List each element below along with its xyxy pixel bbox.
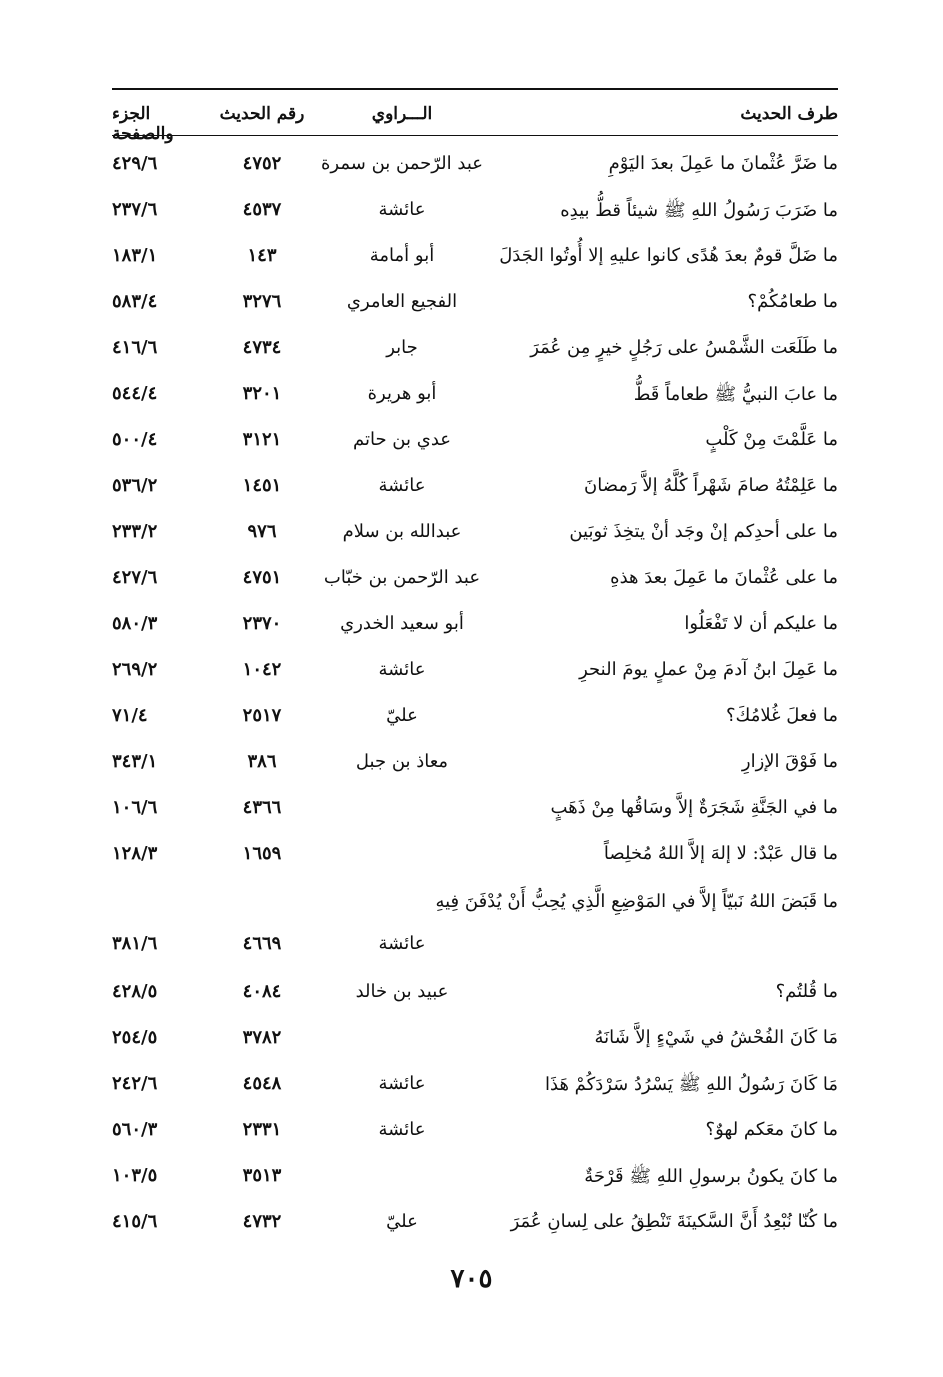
- narrator: عدي بن حاتم: [352, 429, 452, 450]
- header-narrator: الـــراوي: [371, 104, 433, 124]
- volume-page: ١٠٣/٥: [112, 1165, 158, 1186]
- volume-page: ٥٤٤/٤: [112, 383, 158, 404]
- hadith-number: ١٤٣: [247, 245, 277, 266]
- hadith-text: ما في الجَنَّةِ شَجَرَةٌ إلاَّ وسَاقُها مِنْ ذَهَبٍ: [550, 797, 838, 818]
- narrator: عبدالله بن سلام: [342, 521, 462, 542]
- table-row: [112, 237, 838, 283]
- volume-page: ٢٦٩/٢: [112, 659, 158, 680]
- volume-page: ٤١٦/٦: [112, 337, 158, 358]
- volume-page: ٤١٥/٦: [112, 1211, 158, 1232]
- table-row: [112, 1065, 838, 1111]
- table-row: [112, 881, 838, 973]
- table-row: [112, 421, 838, 467]
- narrator: عليّ: [386, 705, 418, 726]
- hadith-text: ما كانَ يكونُ برسولِ اللهِ ﷺ قَرْحَةٌ: [584, 1166, 838, 1187]
- hadith-number: ٤٧٥٢: [242, 153, 282, 174]
- hadith-text: ما ضَرَبَ رَسُولُ اللهِ ﷺ شيئاً قطُّ بيدِه: [560, 200, 838, 221]
- hadith-number: ٣٢٠١: [242, 383, 282, 404]
- table-row: [112, 1111, 838, 1157]
- volume-page: ٥٦٠/٣: [112, 1119, 158, 1140]
- hadith-text: ما عَمِلَ ابنُ آدمَ مِنْ عملٍ يومَ النحرِ: [579, 659, 838, 680]
- narrator: عبد الرّحمن بن سمرة: [321, 153, 483, 174]
- volume-page: ٥٣٦/٢: [112, 475, 158, 496]
- volume-page: ١٨٣/١: [112, 245, 158, 266]
- hadith-number: ٣٥١٣: [242, 1165, 282, 1186]
- volume-page: ١٢٨/٣: [112, 843, 158, 864]
- hadith-text: ما عليكم أن لا تَفْعَلُوا: [684, 613, 838, 634]
- table-row: [112, 697, 838, 743]
- narrator: أبو أمامة: [369, 245, 435, 266]
- table-header: [112, 104, 838, 144]
- volume-page: ٣٨١/٦: [112, 933, 158, 954]
- hadith-number: ٤٣٦٦: [242, 797, 282, 818]
- narrator: الفجيع العامري: [346, 291, 458, 312]
- narrator: أبو سعيد الخدري: [340, 613, 464, 634]
- hadith-text: ما عَلِمْتُهُ صامَ شَهْراً كُلَّهُ إلاَّ رَمضانَ: [584, 475, 838, 496]
- narrator: عائشة: [378, 659, 426, 680]
- hadith-number: ٣٨٦: [247, 751, 277, 772]
- narrator: عائشة: [378, 199, 426, 220]
- table-row: [112, 467, 838, 513]
- hadith-number: ٢٥١٧: [242, 705, 282, 726]
- hadith-text: مَا كَانَ الفُحْشُ في شَيْءٍ إلاَّ شَانَهُ: [594, 1027, 838, 1048]
- hadith-number: ٤٧٥١: [242, 567, 282, 588]
- volume-page: ٤٢٨/٥: [112, 981, 158, 1002]
- narrator: عبيد بن خالد: [355, 981, 449, 1002]
- hadith-number: ٤٠٨٤: [242, 981, 282, 1002]
- volume-page: ٣٤٣/١: [112, 751, 158, 772]
- volume-page: ٢٥٤/٥: [112, 1027, 158, 1048]
- hadith-text: ما على عُثْمانَ ما عَمِلَ بعدَ هذهِ: [610, 567, 838, 588]
- hadith-text: ما طَلَعَت الشَّمْسُ على رَجُلٍ خيرٍ مِن عُمَرَ: [530, 337, 838, 358]
- narrator: عائشة: [378, 1073, 426, 1094]
- volume-page: ٢٣٧/٦: [112, 199, 158, 220]
- table-row: [112, 1157, 838, 1203]
- hadith-number: ٢٣٣١: [242, 1119, 282, 1140]
- volume-page: ٥٠٠/٤: [112, 429, 158, 450]
- hadith-number: ٤٧٣٢: [242, 1211, 282, 1232]
- table-row: [112, 973, 838, 1019]
- index-rows: [112, 145, 838, 1249]
- table-row: [112, 1019, 838, 1065]
- page-number: ٧٠٥: [450, 1264, 493, 1294]
- hadith-text: ما طعامُكُمْ؟: [747, 291, 838, 312]
- narrator: معاذ بن جبل: [355, 751, 449, 772]
- hadith-text: ما فعلَ غُلامُكَ؟: [725, 705, 838, 726]
- hadith-text: ما ضَلَّ قومٌ بعدَ هُدًى كانوا عليهِ إلا أُوتُوا الجَدَلَ: [499, 245, 838, 266]
- volume-page: ١٠٦/٦: [112, 797, 158, 818]
- table-row: [112, 835, 838, 881]
- narrator: عائشة: [378, 933, 426, 954]
- header-text: طرف الحديث: [740, 104, 838, 124]
- header-number: رقم الحديث: [219, 104, 305, 124]
- hadith-number: ٢٣٧٠: [242, 613, 282, 634]
- volume-page: ٢٣٣/٢: [112, 521, 158, 542]
- volume-page: ٤٢٩/٦: [112, 153, 158, 174]
- volume-page: ٧١/٤: [112, 705, 148, 726]
- hadith-text: مَا كَانَ رَسُولُ اللهِ ﷺ يَسْرُدُ سَرْدَكُمْ هَذَا: [545, 1074, 838, 1095]
- hadith-number: ٤٥٤٨: [242, 1073, 282, 1094]
- volume-page: ٤٢٧/٦: [112, 567, 158, 588]
- table-row: [112, 789, 838, 835]
- hadith-text: ما كانَ معَكم لهوٌ؟: [705, 1119, 838, 1140]
- narrator: عائشة: [378, 1119, 426, 1140]
- hadith-text: ما ضَرَّ عُثْمانَ ما عَمِلَ بعدَ اليَوْمِ: [608, 153, 838, 174]
- narrator: جابر: [386, 337, 418, 358]
- table-row: [112, 283, 838, 329]
- table-row: [112, 743, 838, 789]
- header-location: الجزء والصفحة: [112, 104, 174, 144]
- hadith-text: ما قال عَبْدٌ: لا إلهَ إلاَّ اللهُ مُخلِصاً: [603, 843, 838, 864]
- hadith-number: ٣٧٨٢: [242, 1027, 282, 1048]
- hadith-number: ٤٧٣٤: [242, 337, 282, 358]
- table-row: [112, 605, 838, 651]
- hadith-text: ما قَبَضَ اللهُ نَبيّاً إلاَّ في المَوْضِعِ الَّذِي يُحِبُّ أَنْ يُدْفَنَ فِيهِ: [435, 891, 838, 912]
- hadith-number: ٤٦٦٩: [242, 933, 282, 954]
- table-row: [112, 375, 838, 421]
- hadith-number: ١٦٥٩: [242, 843, 282, 864]
- hadith-text: ما فَوْقَ الإزارِ: [741, 751, 838, 772]
- hadith-number: ٤٥٣٧: [242, 199, 282, 220]
- volume-page: ٢٤٢/٦: [112, 1073, 158, 1094]
- narrator: عليّ: [386, 1211, 418, 1232]
- table-row: [112, 145, 838, 191]
- volume-page: ٥٨٣/٤: [112, 291, 158, 312]
- table-row: [112, 559, 838, 605]
- hadith-number: ٩٧٦: [247, 521, 277, 542]
- hadith-number: ١٠٤٢: [242, 659, 282, 680]
- hadith-number: ٣٢٧٦: [242, 291, 282, 312]
- hadith-text: ما قُلتُم؟: [775, 981, 838, 1002]
- hadith-number: ٣١٢١: [242, 429, 282, 450]
- hadith-text: ما عَلَّمْتَ مِنْ كَلْبٍ: [705, 429, 838, 450]
- narrator: عائشة: [378, 475, 426, 496]
- hadith-text: ما على أحدِكم إنْ وجَد أنْ يتخِذَ ثوبَين: [569, 521, 838, 542]
- top-rule: [112, 88, 838, 90]
- table-row: [112, 651, 838, 697]
- hadith-number: ١٤٥١: [242, 475, 282, 496]
- hadith-text: ما عابَ النبيُّ ﷺ طعاماً قَطُّ: [633, 384, 838, 405]
- narrator: أبو هريرة: [367, 383, 437, 404]
- hadith-text: ما كُنّا نُبْعِدُ أَنَّ السَّكينَةَ تَنْطِقُ على لِسانِ عُمَرَ: [510, 1211, 838, 1232]
- table-row: [112, 329, 838, 375]
- volume-page: ٥٨٠/٣: [112, 613, 158, 634]
- table-row: [112, 191, 838, 237]
- table-row: [112, 1203, 838, 1249]
- table-row: [112, 513, 838, 559]
- narrator: عبد الرّحمن بن خبّاب: [323, 567, 481, 588]
- header-rule: [112, 135, 838, 136]
